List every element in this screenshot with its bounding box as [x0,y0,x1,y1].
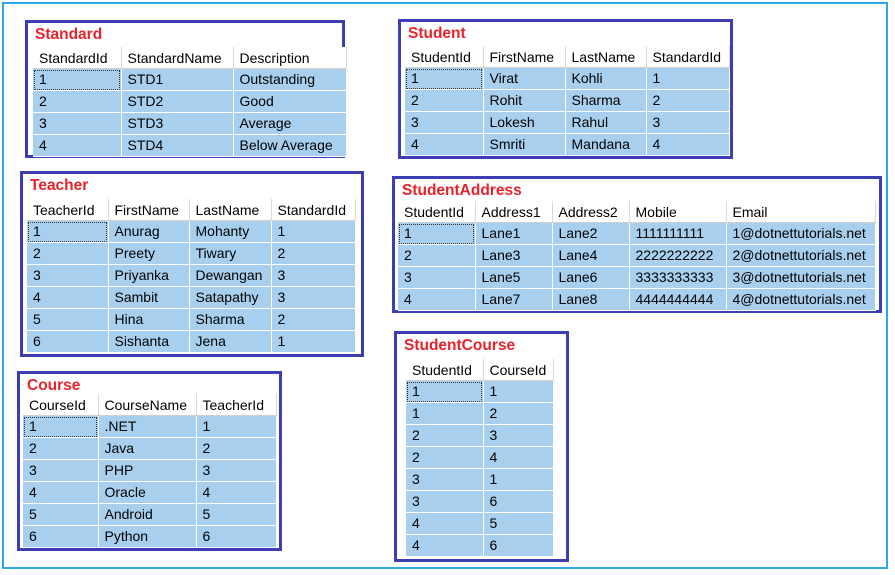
table-row[interactable] [23,526,276,548]
student-table-title: Student [408,25,466,42]
table-cell[interactable]: 2 [33,91,121,113]
table-row[interactable] [27,243,355,265]
table-cell[interactable]: 1 [271,221,355,243]
table-cell[interactable]: Lane4 [552,245,629,267]
table-row[interactable] [398,223,875,245]
table-cell[interactable]: 3 [23,460,98,482]
table-cell[interactable]: Lane1 [475,223,552,245]
table-cell[interactable]: Rohit [483,90,565,112]
table-cell[interactable]: 2 [406,447,483,469]
table-cell[interactable]: 3 [398,267,475,289]
table-row[interactable] [398,267,875,289]
table-cell[interactable]: Outstanding [233,69,346,91]
table-row[interactable] [406,513,553,535]
studentaddress-table-panel [392,176,882,313]
table-row[interactable] [406,469,553,491]
table-cell[interactable]: Lane6 [552,267,629,289]
table-cell[interactable]: Android [98,504,196,526]
table-cell[interactable]: 3 [483,425,553,447]
column-header[interactable]: CourseId [23,394,98,416]
table-row[interactable] [27,331,355,353]
table-cell[interactable]: 6 [483,535,553,557]
table-cell[interactable]: 3@dotnettutorials.net [726,267,875,289]
course-table-panel [17,371,282,551]
header-row [398,201,875,223]
table-cell[interactable]: Sharma [565,90,646,112]
table-row[interactable] [27,287,355,309]
column-header[interactable]: Address1 [475,201,552,223]
table-row[interactable] [406,403,553,425]
table-cell[interactable]: 2 [483,403,553,425]
table-row[interactable] [405,112,729,134]
table-cell[interactable]: Virat [483,68,565,90]
table-cell[interactable]: 3 [27,265,108,287]
standard-table-panel [25,20,345,158]
standard-table-title: Standard [35,26,103,43]
table-cell[interactable]: Mandana [565,134,646,156]
table-cell[interactable]: 2 [27,243,108,265]
table-cell[interactable]: Jena [189,331,271,353]
table-row[interactable] [27,309,355,331]
table-cell[interactable]: 1 [271,331,355,353]
table-cell[interactable]: Oracle [98,482,196,504]
table-cell[interactable]: 6 [23,526,98,548]
table-cell[interactable]: 3 [33,113,121,135]
studentaddress-grid[interactable] [398,201,876,311]
table-row[interactable] [406,447,553,469]
column-header[interactable]: StandardName [121,47,233,69]
table-cell[interactable]: 1111111111 [629,223,726,245]
table-cell[interactable]: 2 [398,245,475,267]
table-cell[interactable]: 4@dotnettutorials.net [726,289,875,311]
table-cell[interactable]: 3 [405,112,483,134]
column-header[interactable]: StandardId [271,199,355,221]
table-cell[interactable]: Kohli [565,68,646,90]
table-cell[interactable]: 4 [406,513,483,535]
table-row[interactable] [33,113,346,135]
table-cell[interactable]: 1 [646,68,729,90]
table-cell[interactable]: STD4 [121,135,233,157]
table-row[interactable] [33,91,346,113]
table-cell[interactable]: Preety [108,243,189,265]
table-cell[interactable]: 3 [196,460,276,482]
table-cell[interactable]: 1 [483,469,553,491]
table-cell[interactable]: 1 [406,403,483,425]
table-cell[interactable]: 2 [646,90,729,112]
table-cell[interactable]: Lane3 [475,245,552,267]
table-cell[interactable]: Rahul [565,112,646,134]
table-cell[interactable]: 4 [483,447,553,469]
table-cell[interactable]: 4 [646,134,729,156]
column-header[interactable]: LastName [189,199,271,221]
table-row[interactable] [405,134,729,156]
table-row[interactable] [405,90,729,112]
table-cell[interactable]: Java [98,438,196,460]
table-cell[interactable]: Satapathy [189,287,271,309]
student-table-panel [398,19,733,159]
table-cell[interactable]: 6 [483,491,553,513]
table-row[interactable] [23,416,276,438]
student-grid[interactable] [405,46,730,156]
header-row [27,199,355,221]
table-cell[interactable]: Lane5 [475,267,552,289]
column-header[interactable]: FirstName [108,199,189,221]
studentcourse-table-panel [394,331,569,562]
table-cell[interactable]: STD3 [121,113,233,135]
studentaddress-table-title: StudentAddress [402,182,522,199]
course-table-title: Course [27,377,81,394]
table-cell[interactable]: 2 [23,438,98,460]
table-row[interactable] [27,265,355,287]
table-cell[interactable]: 3333333333 [629,267,726,289]
table-cell[interactable]: 4 [406,535,483,557]
table-cell[interactable]: Sishanta [108,331,189,353]
table-cell[interactable]: 1 [406,381,483,403]
standard-grid[interactable] [33,47,347,157]
table-cell[interactable]: 2 [196,438,276,460]
table-cell[interactable]: 1@dotnettutorials.net [726,223,875,245]
table-row[interactable] [23,504,276,526]
table-row[interactable] [406,491,553,513]
table-cell[interactable]: 4 [23,482,98,504]
table-cell[interactable]: STD1 [121,69,233,91]
table-cell[interactable]: Lane2 [552,223,629,245]
table-cell[interactable]: Lokesh [483,112,565,134]
column-header[interactable]: StudentId [405,46,483,68]
table-cell[interactable]: 4 [33,135,121,157]
table-cell[interactable]: 1 [483,381,553,403]
table-row[interactable] [33,135,346,157]
table-cell[interactable]: 2 [405,90,483,112]
column-header[interactable]: TeacherId [27,199,108,221]
column-header[interactable]: Description [233,47,346,69]
table-cell[interactable]: Lane8 [552,289,629,311]
table-cell[interactable]: Average [233,113,346,135]
header-row [406,359,553,381]
table-cell[interactable]: Smriti [483,134,565,156]
table-cell[interactable]: 4444444444 [629,289,726,311]
table-cell[interactable]: 2 [271,309,355,331]
table-row[interactable] [27,221,355,243]
table-cell[interactable]: 1 [398,223,475,245]
table-cell[interactable]: 5 [23,504,98,526]
table-row[interactable] [405,68,729,90]
table-row[interactable] [406,381,553,403]
table-cell[interactable]: 6 [27,331,108,353]
table-cell[interactable]: Below Average [233,135,346,157]
header-row [405,46,729,68]
table-cell[interactable]: 3 [406,491,483,513]
table-cell[interactable]: 2 [271,243,355,265]
table-cell[interactable]: 3 [646,112,729,134]
table-cell[interactable]: 5 [27,309,108,331]
table-cell[interactable]: Dewangan [189,265,271,287]
table-cell[interactable]: PHP [98,460,196,482]
table-cell[interactable]: Sharma [189,309,271,331]
table-cell[interactable]: Hina [108,309,189,331]
column-header[interactable]: StandardId [646,46,729,68]
table-row[interactable] [33,69,346,91]
table-cell[interactable]: 3 [406,469,483,491]
table-row[interactable] [406,535,553,557]
header-row [33,47,346,69]
table-row[interactable] [398,289,875,311]
table-cell[interactable]: 2222222222 [629,245,726,267]
table-cell[interactable]: Tiwary [189,243,271,265]
table-cell[interactable]: Good [233,91,346,113]
table-cell[interactable]: 1 [33,69,121,91]
column-header[interactable]: Address2 [552,201,629,223]
column-header[interactable]: StudentId [398,201,475,223]
table-cell[interactable]: 1 [27,221,108,243]
table-cell[interactable]: Priyanka [108,265,189,287]
table-cell[interactable]: 4 [196,482,276,504]
table-cell[interactable]: 4 [398,289,475,311]
table-row[interactable] [398,245,875,267]
table-cell[interactable]: 3 [271,287,355,309]
column-header[interactable]: FirstName [483,46,565,68]
column-header[interactable]: TeacherId [196,394,276,416]
table-cell[interactable]: Lane7 [475,289,552,311]
column-header[interactable]: StandardId [33,47,121,69]
studentcourse-table-title: StudentCourse [404,337,516,354]
header-row [23,394,276,416]
teacher-table-panel [20,171,364,357]
table-cell[interactable]: STD2 [121,91,233,113]
course-grid[interactable] [23,394,277,548]
table-cell[interactable]: .NET [98,416,196,438]
teacher-table-title: Teacher [30,177,89,194]
table-row[interactable] [23,482,276,504]
table-cell[interactable]: 5 [483,513,553,535]
table-row[interactable] [406,425,553,447]
table-cell[interactable]: 4 [405,134,483,156]
table-cell[interactable]: 2@dotnettutorials.net [726,245,875,267]
studentcourse-grid[interactable] [406,359,554,557]
column-header[interactable]: CourseId [483,359,553,381]
column-header[interactable]: Email [726,201,875,223]
column-header[interactable]: CourseName [98,394,196,416]
column-header[interactable]: StudentId [406,359,483,381]
table-cell[interactable]: 5 [196,504,276,526]
table-row[interactable] [23,460,276,482]
table-cell[interactable]: Sambit [108,287,189,309]
table-cell[interactable]: 1 [23,416,98,438]
table-cell[interactable]: 1 [405,68,483,90]
column-header[interactable]: LastName [565,46,646,68]
table-cell[interactable]: Mohanty [189,221,271,243]
table-row[interactable] [23,438,276,460]
table-cell[interactable]: 3 [271,265,355,287]
table-cell[interactable]: Anurag [108,221,189,243]
table-cell[interactable]: 2 [406,425,483,447]
column-header[interactable]: Mobile [629,201,726,223]
teacher-grid[interactable] [27,199,356,353]
table-cell[interactable]: 6 [196,526,276,548]
table-cell[interactable]: 4 [27,287,108,309]
table-cell[interactable]: Python [98,526,196,548]
table-cell[interactable]: 1 [196,416,276,438]
